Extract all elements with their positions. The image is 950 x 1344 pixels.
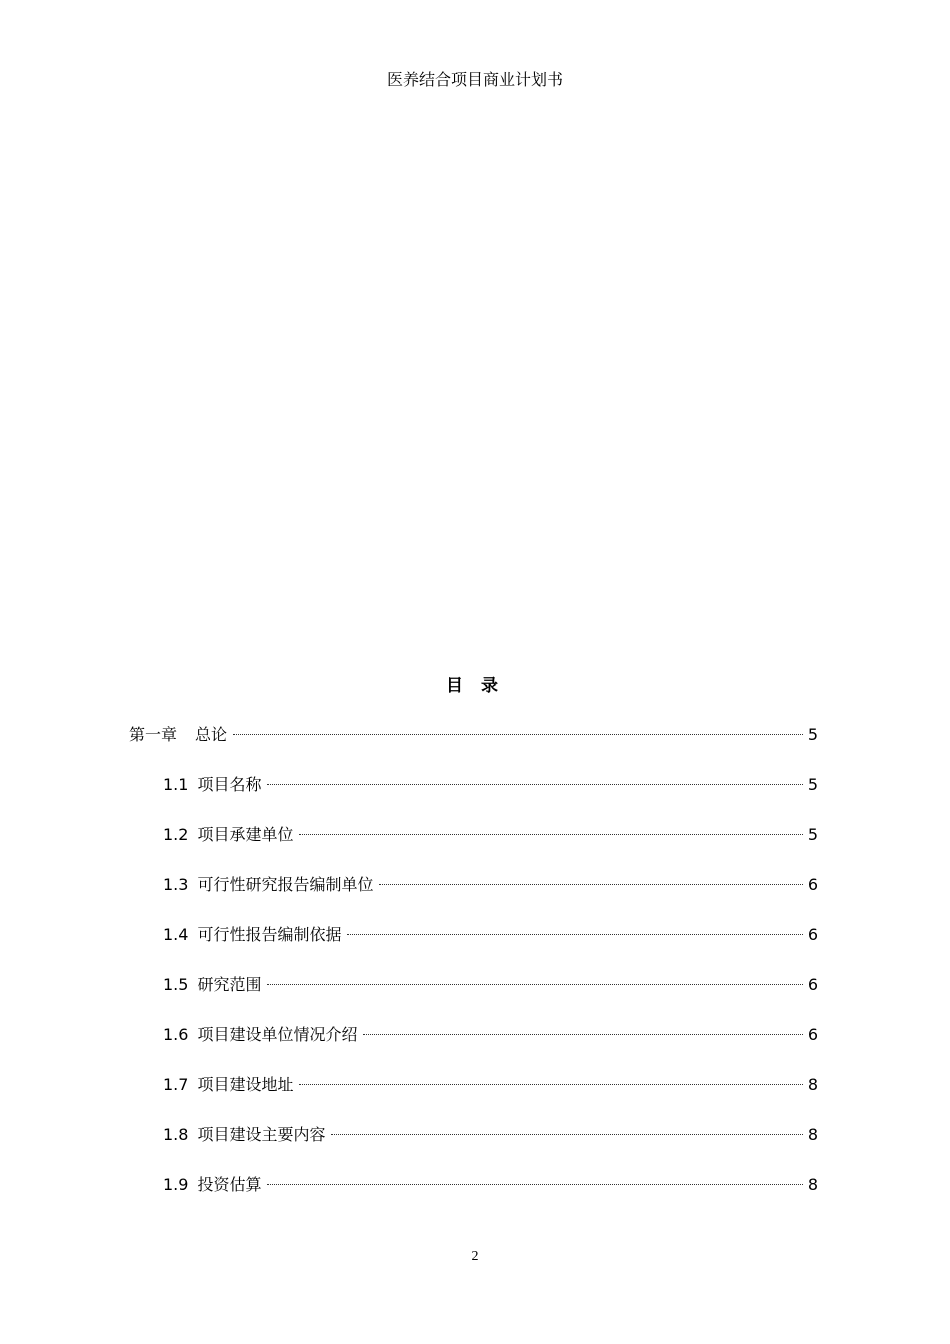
toc-entry-number: 1.3 bbox=[163, 875, 189, 894]
toc-entry-1-9[interactable] bbox=[129, 1172, 818, 1222]
toc-dot-leader bbox=[299, 834, 802, 835]
toc-entry-page: 5 bbox=[807, 825, 818, 844]
toc-dot-leader bbox=[347, 934, 802, 935]
toc-entry-label: 项目承建单位 bbox=[197, 825, 294, 844]
toc-title: 目 录 bbox=[446, 676, 504, 696]
toc-dot-leader bbox=[267, 984, 802, 985]
toc-entry-1-2[interactable] bbox=[129, 822, 818, 872]
toc-entry-label: 总论 bbox=[195, 725, 228, 744]
toc-entry-label: 可行性报告编制依据 bbox=[197, 925, 342, 944]
toc-entry-page: 6 bbox=[807, 975, 818, 994]
toc-entry-page: 6 bbox=[807, 1025, 818, 1044]
toc-entry-label: 投资估算 bbox=[197, 1175, 262, 1194]
toc-entry-page: 6 bbox=[807, 875, 818, 894]
toc-entry-label: 项目建设主要内容 bbox=[197, 1125, 326, 1144]
toc-entry-1-8[interactable] bbox=[129, 1122, 818, 1172]
toc-entry-page: 8 bbox=[807, 1175, 818, 1194]
toc-entry-number: 第一章 bbox=[129, 725, 178, 744]
running-header: 医养结合项目商业计划书 bbox=[386, 70, 563, 89]
toc-entry-page: 6 bbox=[807, 925, 818, 944]
toc-entry-number: 1.1 bbox=[163, 775, 189, 794]
toc-entry-label: 可行性研究报告编制单位 bbox=[197, 875, 374, 894]
toc-dot-leader bbox=[299, 1084, 802, 1085]
toc-entry-number: 1.5 bbox=[163, 975, 189, 994]
toc-entry-number: 1.7 bbox=[163, 1075, 189, 1094]
toc-entry-page: 8 bbox=[807, 1075, 818, 1094]
toc-entry-1-3[interactable] bbox=[129, 872, 818, 922]
toc-dot-leader bbox=[267, 784, 802, 785]
toc-entry-number: 1.8 bbox=[163, 1125, 189, 1144]
toc-entry-label: 项目建设单位情况介绍 bbox=[197, 1025, 358, 1044]
toc-entry-1-1[interactable] bbox=[129, 772, 818, 822]
toc-entry-page: 8 bbox=[807, 1125, 818, 1144]
toc-dot-leader bbox=[363, 1034, 802, 1035]
toc-entry-1-6[interactable] bbox=[129, 1022, 818, 1072]
toc-entry-1-5[interactable] bbox=[129, 972, 818, 1022]
toc-dot-leader bbox=[267, 1184, 802, 1185]
toc-entry-number: 1.9 bbox=[163, 1175, 189, 1194]
toc-entry-1-4[interactable] bbox=[129, 922, 818, 972]
page-number: 2 bbox=[471, 1249, 479, 1264]
table-of-contents bbox=[129, 722, 818, 1222]
toc-entry-number: 1.4 bbox=[163, 925, 189, 944]
toc-entry-number: 1.6 bbox=[163, 1025, 189, 1044]
toc-dot-leader bbox=[379, 884, 802, 885]
toc-entry-number: 1.2 bbox=[163, 825, 189, 844]
toc-entry-1-7[interactable] bbox=[129, 1072, 818, 1122]
toc-entry-page: 5 bbox=[807, 725, 818, 744]
toc-entry-label: 项目建设地址 bbox=[197, 1075, 294, 1094]
toc-dot-leader bbox=[331, 1134, 802, 1135]
toc-entry-label: 项目名称 bbox=[197, 775, 262, 794]
toc-entry-chapter-1[interactable] bbox=[129, 722, 818, 772]
toc-dot-leader bbox=[233, 734, 803, 735]
toc-entry-page: 5 bbox=[807, 775, 818, 794]
toc-entry-label: 研究范围 bbox=[197, 975, 262, 994]
